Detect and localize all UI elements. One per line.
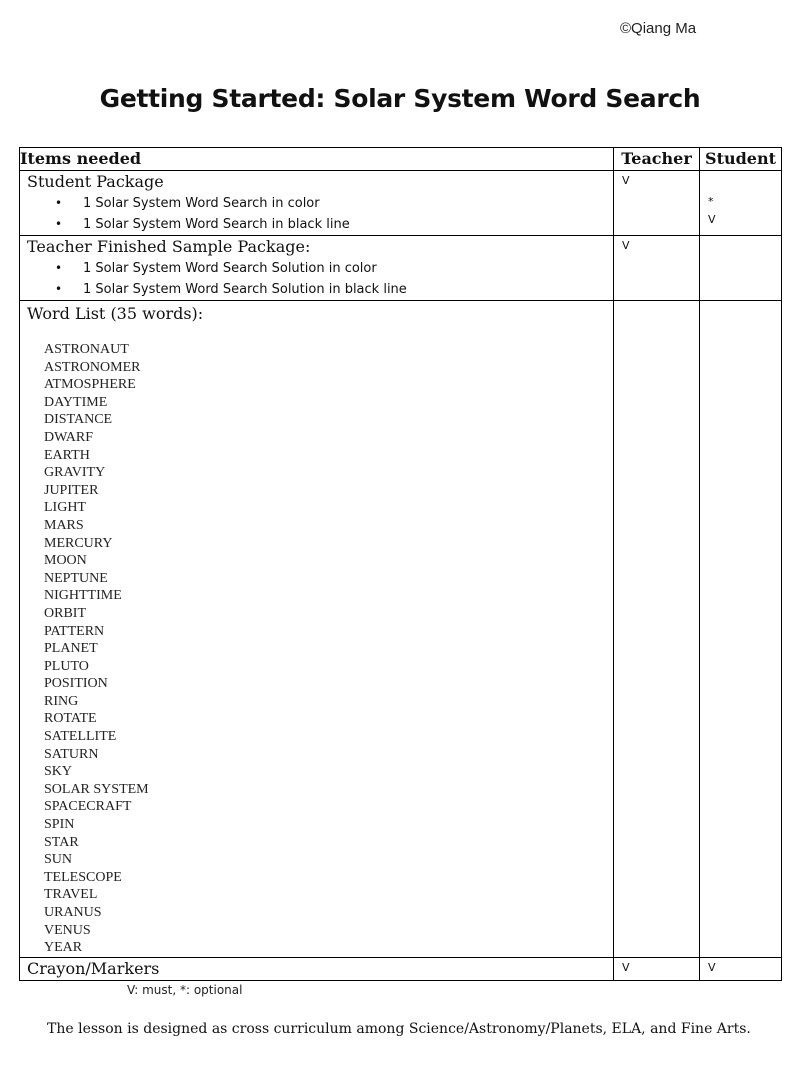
word-list-item: SOLAR SYSTEM: [44, 781, 149, 797]
list-item: • 1 Solar System Word Search Solution in color: [75, 258, 613, 279]
table-header-row: [20, 148, 782, 171]
list-item: • 1 Solar System Word Search in black line: [75, 214, 613, 235]
word-list-item: MERCURY: [44, 535, 113, 551]
list-item: • 1 Solar System Word Search Solution in black line: [75, 279, 613, 300]
teacher-mark: V: [622, 961, 630, 974]
student-mark-optional: *: [708, 195, 714, 208]
teacher-package-cell: [20, 236, 614, 301]
word-list-item: GRAVITY: [44, 465, 106, 481]
student-mark-cell: [700, 958, 782, 981]
teacher-mark-cell: [614, 171, 700, 236]
column-header-student: Student: [700, 148, 782, 171]
teacher-mark: V: [622, 174, 630, 187]
table-row-student-package: [20, 171, 782, 236]
teacher-mark-cell: [614, 236, 700, 301]
word-list-item: ROTATE: [44, 711, 97, 727]
word-list-cell: [20, 301, 614, 958]
word-list-item: SPIN: [44, 817, 75, 833]
word-list-item: NIGHTTIME: [44, 588, 122, 604]
teacher-mark-cell: [614, 958, 700, 981]
section-label: Crayon/Markers: [27, 959, 160, 978]
word-list-item: SPACECRAFT: [44, 799, 132, 815]
word-list-item: NEPTUNE: [44, 570, 108, 586]
word-list-item: YEAR: [44, 940, 83, 956]
word-list-item: ATMOSPHERE: [44, 377, 136, 393]
page-title: Getting Started: Solar System Word Search: [99, 84, 701, 113]
teacher-package-list: [20, 258, 613, 300]
lesson-note: The lesson is designed as cross curriculum among Science/Astronomy/Planets, ELA, and Fine Arts.: [47, 1021, 751, 1037]
word-list-item: VENUS: [44, 922, 91, 938]
legend-text: V: must, *: optional: [127, 983, 243, 997]
copyright-text: ©Qiang Ma: [620, 20, 697, 37]
word-list-item: DAYTIME: [44, 394, 108, 410]
teacher-mark-cell: [614, 301, 700, 958]
column-header-teacher: Teacher: [614, 148, 700, 171]
table-row-word-list: [20, 301, 782, 958]
section-label: Teacher Finished Sample Package:: [27, 237, 311, 256]
word-list-item: STAR: [44, 834, 79, 850]
word-list-item: DWARF: [44, 429, 94, 445]
word-list-item: TRAVEL: [44, 887, 98, 903]
table-row-crayon: [20, 958, 782, 981]
word-list-item: ASTRONAUT: [44, 342, 129, 357]
word-list-item: EARTH: [44, 447, 90, 463]
word-list-item: LIGHT: [44, 500, 86, 516]
student-mark: V: [708, 961, 716, 974]
section-label: Student Package: [27, 172, 164, 191]
word-list-item: RING: [44, 693, 79, 709]
word-list-item: PLUTO: [44, 658, 89, 674]
student-package-list: [20, 193, 613, 235]
word-list-item: SATELLITE: [44, 729, 117, 745]
column-header-items: Items needed: [20, 148, 614, 171]
student-mark-cell: [700, 236, 782, 301]
word-list-item: JUPITER: [44, 482, 99, 498]
word-list-item: POSITION: [44, 676, 108, 692]
word-list: [44, 341, 613, 957]
word-list-item: SUN: [44, 852, 73, 868]
word-list-item: ORBIT: [44, 605, 86, 621]
student-package-cell: [20, 171, 614, 236]
student-mark-cell: [700, 301, 782, 958]
crayon-cell: [20, 958, 614, 981]
word-list-item: TELESCOPE: [44, 869, 122, 885]
word-list-item: PLANET: [44, 641, 98, 657]
section-label: Word List (35 words):: [27, 304, 204, 323]
word-list-item: MARS: [44, 517, 84, 533]
word-list-item: PATTERN: [44, 623, 105, 639]
student-mark-must: V: [708, 213, 716, 226]
items-table: [19, 147, 782, 981]
word-list-item: SATURN: [44, 746, 99, 762]
word-list-item: SKY: [44, 764, 73, 780]
word-list-item: DISTANCE: [44, 412, 113, 428]
teacher-mark: V: [622, 239, 630, 252]
student-mark-cell: [700, 171, 782, 236]
list-item: • 1 Solar System Word Search in color: [75, 193, 613, 214]
word-list-item: URANUS: [44, 905, 102, 920]
word-list-item: ASTRONOMER: [44, 359, 141, 375]
word-list-item: MOON: [44, 553, 87, 569]
table-row-teacher-package: [20, 236, 782, 301]
